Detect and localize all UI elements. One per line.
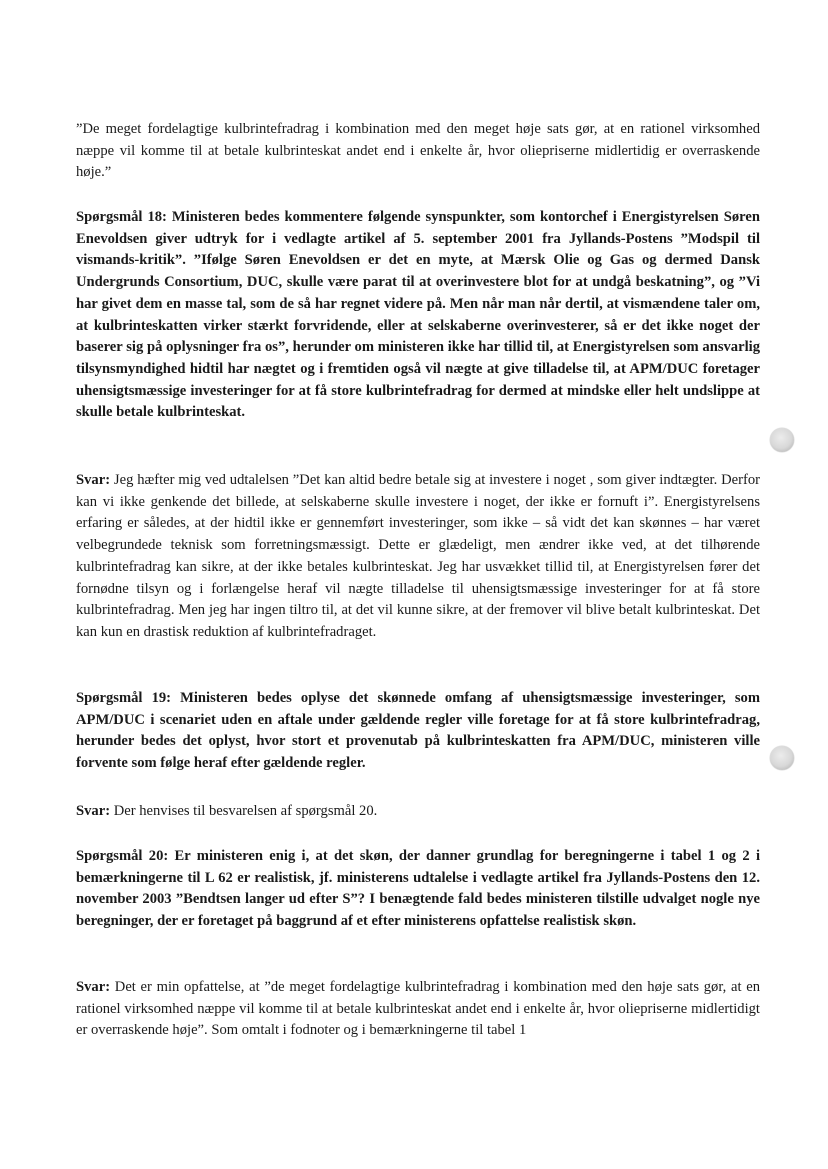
answer-text: Det er min opfattelse, at ”de meget fordelagtige kulbrintefradrag i kombination med den høje sats gør, at en rationel virksomhed næppe vil komme til at betale kulbrinteskat andet end i enkelte år, hvor oliepriserne midlertidigt er overraskende høje”. Som omtalt i fodnoter og i bemærkningerne til tabel 1: [76, 979, 760, 1039]
answer-text: Jeg hæfter mig ved udtalelsen ”Det kan altid bedre betale sig at investere i noget , som giver indtægter. Derfor kan vi ikke genkende det billede, at selskaberne skulle investere i noget, der ikke er fornuft i”. Energistyrelsens erfaring er således, at der hidtil ikke er gennemført investeringer, som ikke – så vidt det kan skønnes – har været velbegrundede teknisk som forretningsmæssigt. Dette er glædeligt, men ændrer ikke ved, at det tilhørende kulbrintefradrag kan sikre, at der ikke betales kulbrinteskat. Jeg har usvækket tillid til, at Energistyrelsen fører det fornødne tilsyn og i forlængelse heraf vil nægte tilladelse til uhensigtsmæssige investeringer for at få store kulbrintefradrag. Men jeg har ingen tiltro til, at det vil kunne sikre, at der fremover vil blive betalt kulbrinteskat. Det kan kun en drastisk reduktion af kulbrintefradraget.: [76, 472, 760, 640]
punch-hole-icon: [770, 428, 794, 452]
answer-text: Der henvises til besvarelsen af spørgsmål 20.: [110, 803, 378, 819]
punch-hole-icon: [770, 746, 794, 770]
answer-label: Svar:: [76, 472, 111, 488]
answer-label: Svar:: [76, 803, 111, 819]
quote-paragraph: ”De meget fordelagtige kulbrintefradrag i kombination med den meget høje sats gør, at en rationel virksomhed næppe vil komme til at betale kulbrinteskat andet end i enkelte år, hvor oliepriserne midlertidig er overraskende høje.”: [76, 121, 760, 181]
answer-18: [76, 470, 760, 644]
answer-label: Svar:: [76, 979, 111, 995]
answer-20: [76, 977, 760, 1042]
question-20: Spørgsmål 20: Er ministeren enig i, at det skøn, der danner grundlag for beregningerne i tabel 1 og 2 i bemærkningerne til L 62 er realistisk, jf. ministerens udtalelse i vedlagte artikel fra Jyllands-Postens den 12. november 2003 ”Bendtsen langer ud efter S”? I benægtende fald bedes ministeren tilstille udvalget nogle nye beregninger, der er foretaget på baggrund af et efter ministerens opfattelse realistisk skøn.: [76, 848, 760, 930]
question-19: Spørgsmål 19: Ministeren bedes oplyse det skønnede omfang af uhensigtsmæssige investeringer, som APM/DUC i scenariet uden en aftale under gældende regler ville foretage for at få store kulbrintefradrag, herunder bedes det oplyst, hvor stort et provenutab på kulbrinteskatten fra APM/DUC, ministeren ville forvente som følge heraf efter gældende regler.: [76, 690, 760, 772]
answer-19: [76, 801, 760, 823]
question-18: Spørgsmål 18: Ministeren bedes kommentere følgende synspunkter, som kontorchef i Energistyrelsen Søren Enevoldsen giver udtryk for i vedlagte artikel af 5. september 2001 fra Jyllands-Postens ”Modspil til vismands-kritik”. ”Ifølge Søren Enevoldsen er det en myte, at Mærsk Olie og Gas og dermed Dansk Undergrunds Consortium, DUC, skulle være parat til at overinvestere blot for at undgå beskatning”, og ”Vi har givet dem en masse tal, som de så har regnet videre på. Men når man når dertil, at vismændene taler om, at kulbrinteskatten virker stærkt forvridende, eller at selskaberne overinvesterer, så er det ikke noget der baserer sig på oplysninger fra os”, herunder om ministeren ikke har tillid til, at Energistyrelsen som ansvarlig tilsynsmyndighed hidtil har nægtet og i fremtiden også vil nægte at give tilladelse til, at APM/DUC foretager uhensigtsmæssige investeringer for at få store kulbrintefradrag for dermed at mindske eller helt undslippe at skulle betale kulbrinteskat.: [76, 209, 760, 421]
